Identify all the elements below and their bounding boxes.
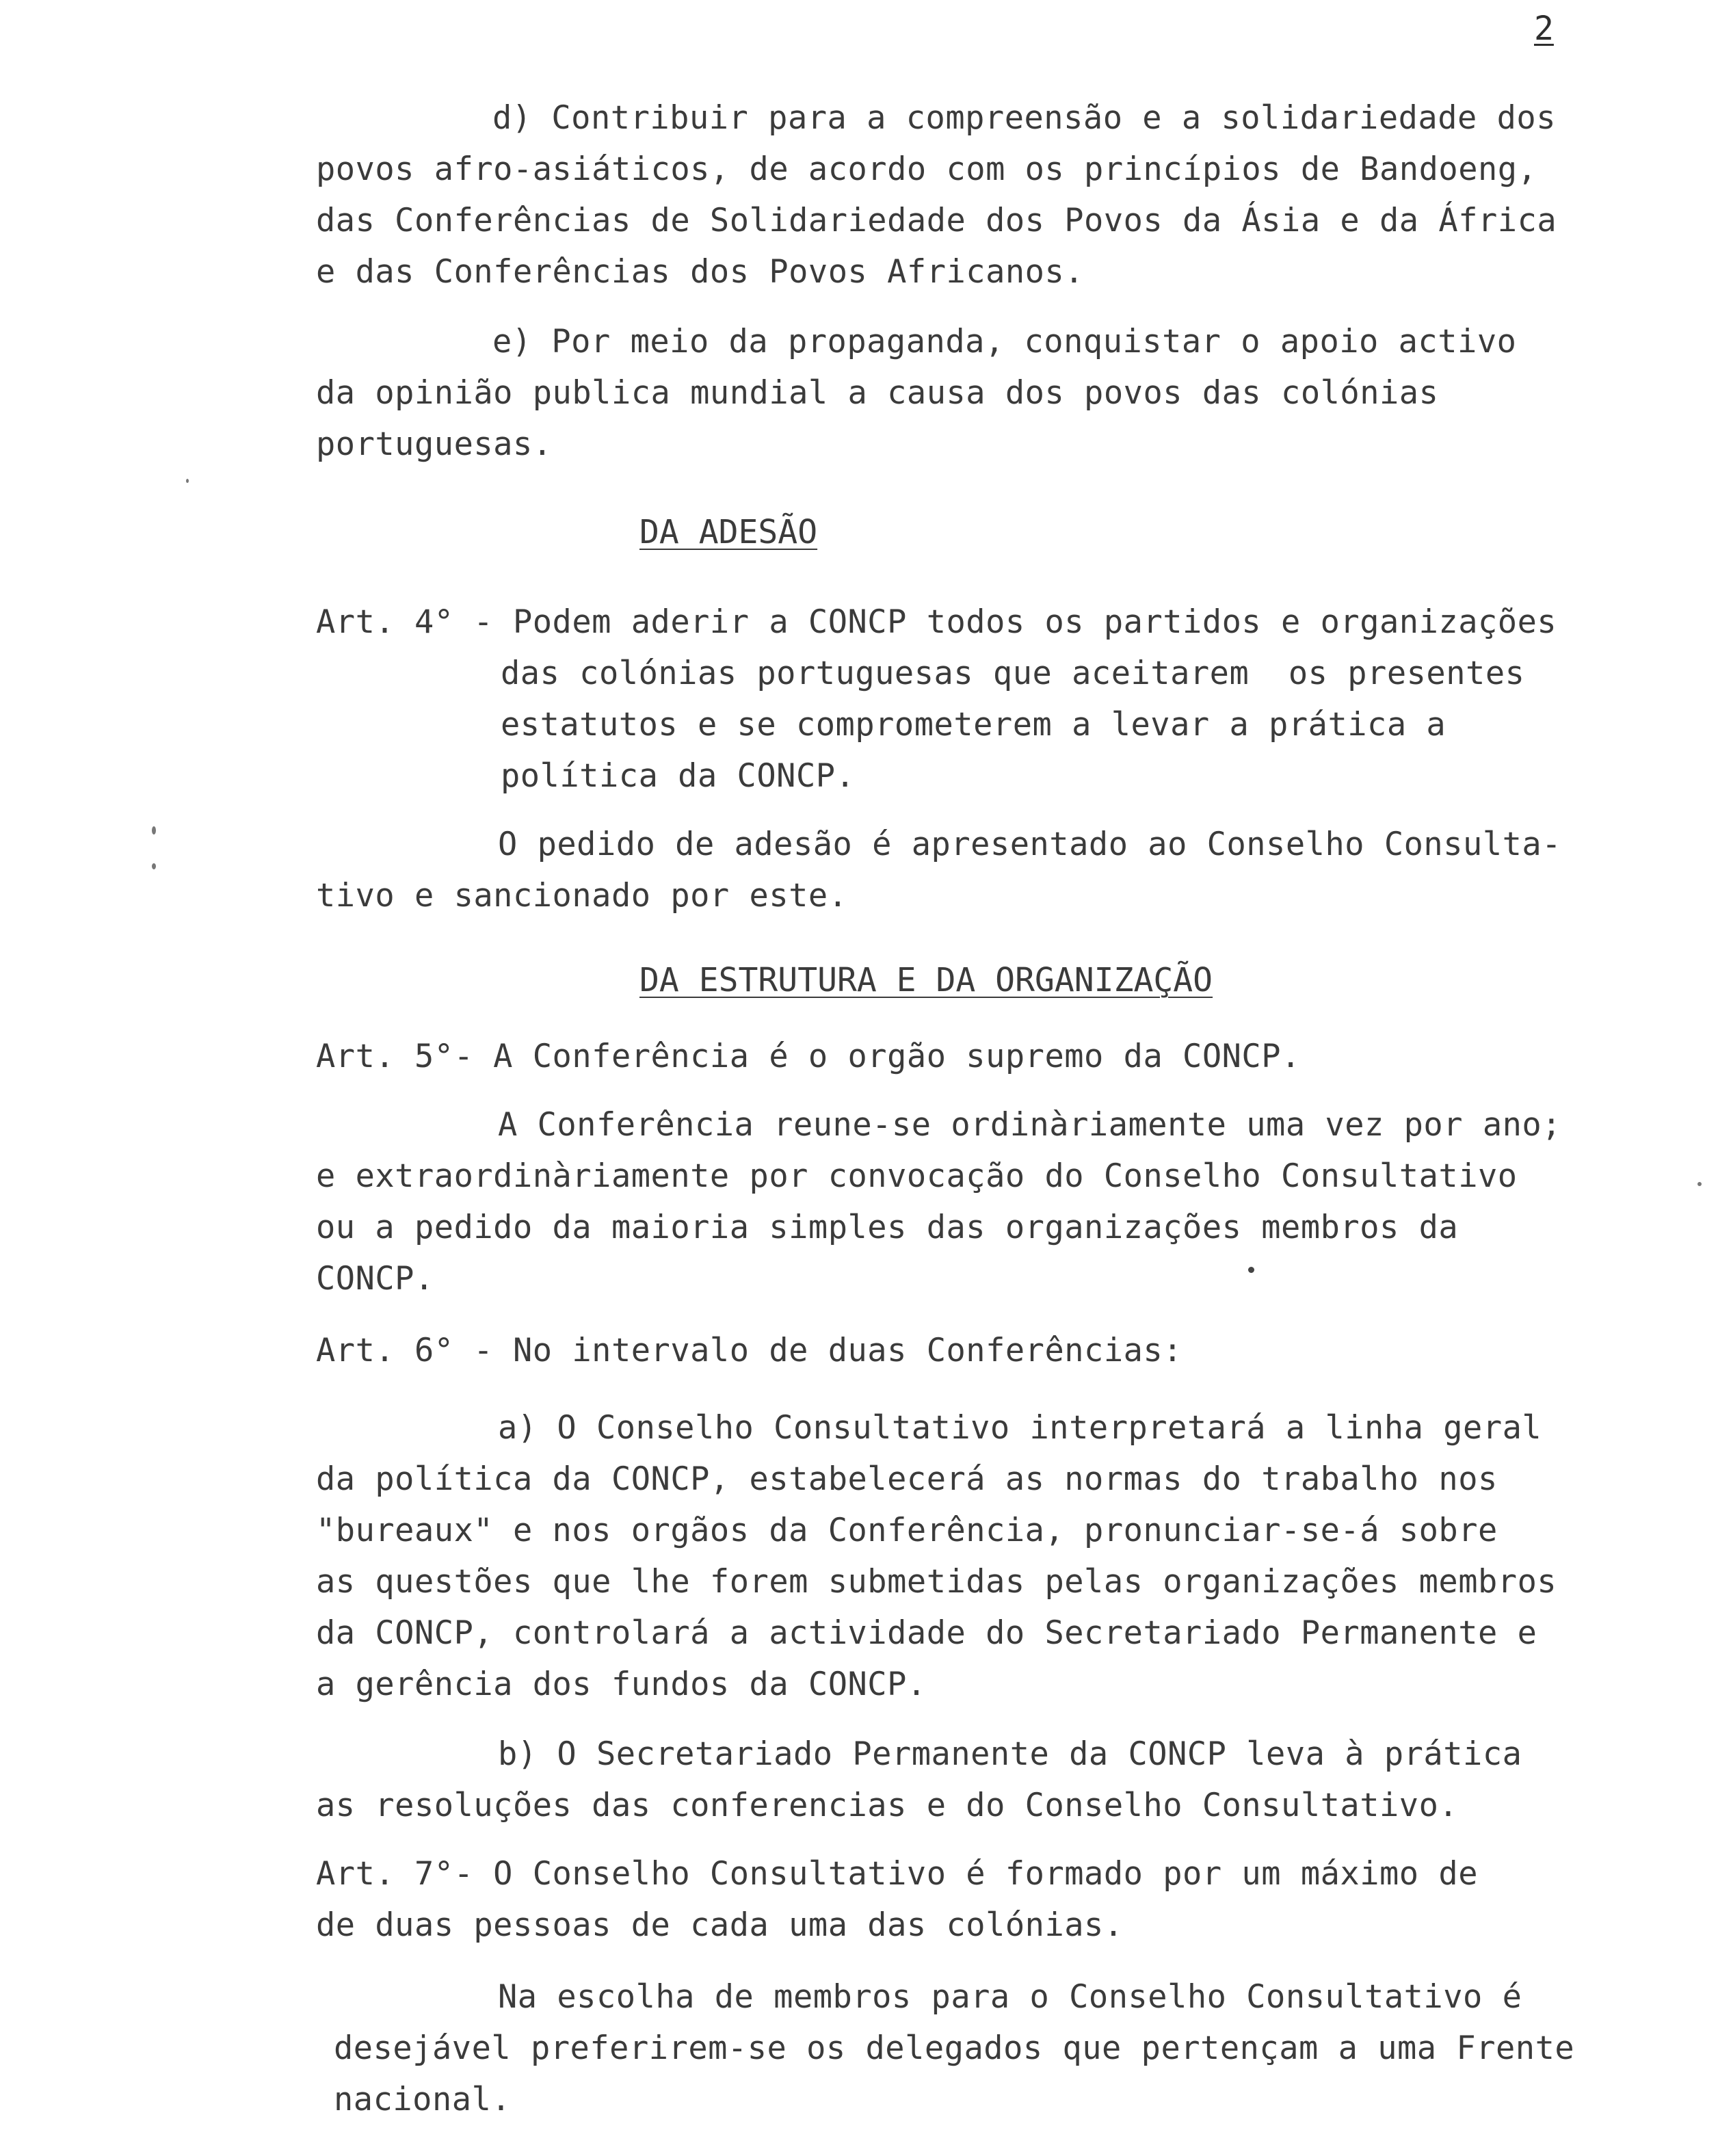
text-line: ou a pedido da maioria simples das organizações membros da xyxy=(316,1209,1459,1246)
section-heading-estrutura: DA ESTRUTURA E DA ORGANIZAÇÃO xyxy=(639,961,1213,999)
article-6-line: Art. 6° - No intervalo de duas Conferências: xyxy=(316,1332,1183,1369)
text-line: estatutos e se comprometerem a levar a prática a xyxy=(501,706,1446,744)
text-line: "bureaux" e nos orgãos da Conferência, pronunciar-se-á sobre xyxy=(316,1512,1498,1549)
text-line: a) O Conselho Consultativo interpretará a linha geral xyxy=(498,1409,1542,1447)
text-line: CONCP. xyxy=(316,1260,434,1298)
text-line: das Conferências de Solidariedade dos Povos da Ásia e da África xyxy=(316,202,1557,239)
text-line: as resoluções das conferencias e do Conselho Consultativo. xyxy=(316,1787,1459,1824)
text-line: das colónias portuguesas que aceitarem os presentes xyxy=(501,655,1525,692)
text-line: da CONCP, controlará a actividade do Secretariado Permanente e xyxy=(316,1614,1537,1652)
text-line: b) O Secretariado Permanente da CONCP leva à prática xyxy=(498,1735,1522,1773)
text-line: e) Por meio da propaganda, conquistar o apoio activo xyxy=(492,323,1517,360)
scan-speck xyxy=(1697,1182,1702,1186)
article-4-line: Art. 4° - Podem aderir a CONCP todos os partidos e organizações xyxy=(316,603,1557,641)
scan-speck xyxy=(152,826,156,834)
text-line: de duas pessoas de cada uma das colónias. xyxy=(316,1906,1124,1944)
text-line: desejável preferirem-se os delegados que pertençam a uma Frente xyxy=(334,2029,1575,2067)
article-7-line: Art. 7°- O Conselho Consultativo é formado por um máximo de xyxy=(316,1855,1478,1893)
text-line: as questões que lhe forem submetidas pelas organizações membros xyxy=(316,1563,1557,1601)
text-line: portuguesas. xyxy=(316,425,553,463)
section-heading-adesao: DA ADESÃO xyxy=(639,513,818,551)
text-line: e das Conferências dos Povos Africanos. xyxy=(316,253,1085,291)
text-line: A Conferência reune-se ordinàriamente uma vez por ano; xyxy=(498,1106,1562,1144)
article-5-line: Art. 5°- A Conferência é o orgão supremo da CONCP. xyxy=(316,1038,1301,1075)
page-number: 2 xyxy=(1534,10,1554,48)
text-line: tivo e sancionado por este. xyxy=(316,877,848,915)
text-line: povos afro-asiáticos, de acordo com os princípios de Bandoeng, xyxy=(316,150,1537,188)
scan-speck xyxy=(186,479,189,483)
scan-speck xyxy=(1248,1267,1254,1273)
text-line: nacional. xyxy=(334,2081,512,2118)
text-line: política da CONCP. xyxy=(501,757,856,795)
text-line: Na escolha de membros para o Conselho Consultativo é xyxy=(498,1978,1522,2016)
text-line: da política da CONCP, estabelecerá as normas do trabalho nos xyxy=(316,1460,1498,1498)
text-line: da opinião publica mundial a causa dos povos das colónias xyxy=(316,374,1439,412)
scan-speck xyxy=(152,863,156,869)
text-line: a gerência dos fundos da CONCP. xyxy=(316,1666,927,1703)
text-line: e extraordinàriamente por convocação do Conselho Consultativo xyxy=(316,1157,1518,1195)
text-line: d) Contribuir para a compreensão e a solidariedade dos xyxy=(492,99,1557,137)
text-line: O pedido de adesão é apresentado ao Conselho Consulta- xyxy=(498,826,1562,863)
